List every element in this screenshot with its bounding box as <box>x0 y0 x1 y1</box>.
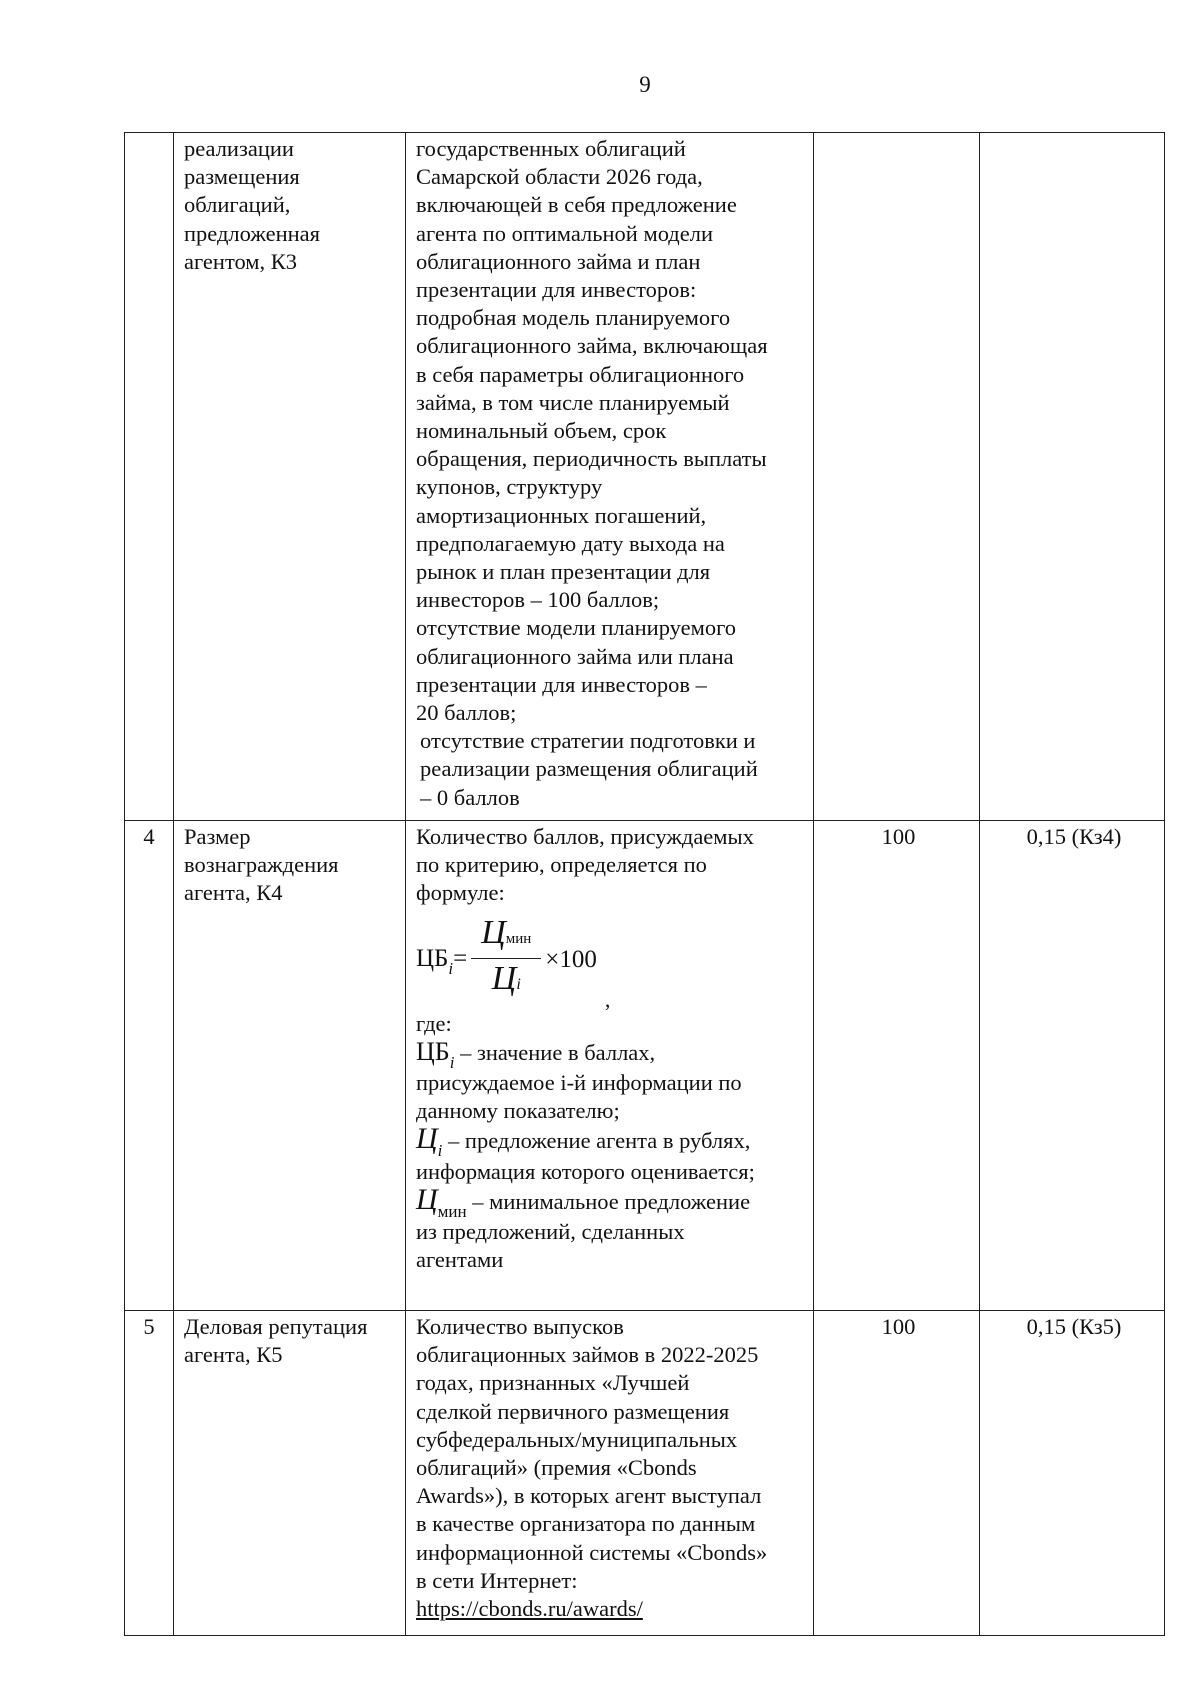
criterion-line: размещения <box>184 164 300 190</box>
denominator-subscript: i <box>516 976 521 994</box>
weight-cell: 0,15 (Кз4) <box>980 821 1165 1311</box>
description-line: займа, в том числе планируемый <box>416 389 730 415</box>
max-score-cell <box>814 133 980 821</box>
formula-lhs-symbol: ЦБ <box>416 944 449 972</box>
description-line: в сети Интернет: <box>416 1567 578 1593</box>
page-number: 9 <box>639 72 651 97</box>
definition-text: присуждаемое i-й информации по <box>416 1070 742 1096</box>
table-row <box>125 821 1165 1311</box>
description-line: обращения, периодичность выплаты <box>416 446 767 472</box>
definition-subscript: i <box>437 1141 443 1161</box>
description-line: Количество баллов, присуждаемых <box>416 824 754 849</box>
definition-subscript: мин <box>437 1201 467 1221</box>
description-line: реализации размещения облигаций <box>420 756 758 782</box>
description-line: включающей в себя предложение <box>416 192 737 218</box>
formula-trailing-comma: , <box>604 986 611 1012</box>
description-line: рынок и план презентации для <box>416 559 711 585</box>
formula-times: × <box>545 945 560 973</box>
row-number-cell <box>125 133 174 821</box>
criterion-line: агентом, К3 <box>184 248 298 274</box>
description-line: – 0 баллов <box>420 784 520 810</box>
criteria-table <box>124 132 1165 1636</box>
description-line: сделкой первичного размещения <box>416 1398 730 1424</box>
description-line: Самарской области 2026 года, <box>416 164 703 190</box>
description-line: Awards»), в которых агент выступал <box>416 1483 762 1509</box>
table-row <box>125 1311 1165 1636</box>
numerator-symbol: Ц <box>481 913 506 951</box>
definition-text: – значение в баллах, <box>454 1039 656 1065</box>
weight-cell <box>980 133 1165 821</box>
definition-item <box>416 1122 807 1185</box>
description-line: предполагаемую дату выхода на <box>416 530 725 556</box>
definition-item <box>416 1182 807 1275</box>
formula-fraction <box>471 914 541 1006</box>
description-line: субфедеральных/муниципальных <box>416 1426 738 1452</box>
description-line: формуле: <box>416 880 505 906</box>
table-row <box>125 133 1165 821</box>
description-line: инвесторов – 100 баллов; <box>416 587 660 613</box>
criterion-cell <box>174 821 406 1311</box>
description-line: Количество выпусков <box>416 1314 624 1339</box>
definition-symbol-glyph: Ц <box>416 1182 438 1216</box>
description-line: информационной системы «Cbonds» <box>416 1539 768 1565</box>
criterion-line: Размер <box>184 824 251 849</box>
description-cell <box>406 821 814 1311</box>
formula-lhs <box>416 944 468 978</box>
definition-text: – предложение агента в рублях, <box>442 1128 751 1154</box>
definition-text: из предложений, сделанных <box>416 1219 685 1245</box>
cbonds-awards-link[interactable]: https://cbonds.ru/awards/ <box>416 1596 643 1622</box>
max-score-cell: 100 <box>814 1311 980 1636</box>
where-label: где: <box>416 1010 452 1036</box>
description-line: агента по оптимальной модели <box>416 220 714 246</box>
denominator-symbol: Ц <box>491 960 517 998</box>
definition-text: агентами <box>416 1247 504 1273</box>
formula-denominator <box>492 959 521 1005</box>
definition-text: информация которого оценивается; <box>416 1158 755 1184</box>
description-line: амортизационных погашений, <box>416 502 707 528</box>
definition-text: – минимальное предложение <box>466 1188 751 1214</box>
description-line: облигационного займа, включающая <box>416 333 768 359</box>
definition-item <box>416 1038 807 1126</box>
criterion-line: облигаций, <box>184 192 291 218</box>
criterion-line: агента, К4 <box>184 880 283 906</box>
description-line: по критерию, определяется по <box>416 852 707 878</box>
formula-equals: = <box>453 944 468 972</box>
description-line: купонов, структуру <box>416 474 603 500</box>
criterion-line: агента, К5 <box>184 1342 283 1368</box>
description-cell <box>406 1311 814 1636</box>
definition-symbol: ЦБ <box>416 1036 450 1066</box>
description-line: презентации для инвесторов: <box>416 277 697 303</box>
description-line: отсутствие стратегии подготовки и <box>420 728 756 754</box>
definition-text: данному показателю; <box>416 1098 620 1124</box>
weight-cell: 0,15 (Кз5) <box>980 1311 1165 1636</box>
description-cell <box>406 133 814 821</box>
criterion-line: вознаграждения <box>184 852 339 878</box>
criterion-line: реализации <box>184 136 294 161</box>
formula-lhs-subscript: i <box>448 958 454 978</box>
row-number-cell: 5 <box>125 1311 174 1636</box>
criterion-line: предложенная <box>184 220 320 246</box>
criterion-cell <box>174 133 406 821</box>
description-line: облигаций» (премия «Cbonds <box>416 1455 697 1481</box>
max-score-cell: 100 <box>814 821 980 1311</box>
definition-symbol-glyph: Ц <box>416 1122 438 1156</box>
description-line: облигационных займов в 2022-2025 <box>416 1342 759 1368</box>
description-line: в себя параметры облигационного <box>416 361 745 387</box>
formula-numerator <box>481 914 531 958</box>
criterion-cell <box>174 1311 406 1636</box>
description-line: номинальный объем, срок <box>416 418 667 444</box>
description-line: годах, признанных «Лучшей <box>416 1370 690 1396</box>
description-line: подробная модель планируемого <box>416 305 731 331</box>
criterion-line: Деловая репутация <box>184 1314 368 1339</box>
score-formula <box>416 910 807 1010</box>
description-line: облигационного займа или плана <box>416 643 734 669</box>
description-line: государственных облигаций <box>416 136 686 161</box>
definition-symbol <box>416 1182 438 1216</box>
description-line: 20 баллов; <box>416 700 517 726</box>
numerator-subscript: мин <box>505 930 532 947</box>
description-line: облигационного займа и план <box>416 248 701 274</box>
formula-multiplier: 100 <box>559 945 597 973</box>
description-line: в качестве организатора по данным <box>416 1511 756 1537</box>
row-number-cell: 4 <box>125 821 174 1311</box>
description-line: презентации для инвесторов – <box>416 671 707 697</box>
definition-symbol <box>416 1122 438 1156</box>
description-line: отсутствие модели планируемого <box>416 615 737 641</box>
definition-subscript: i <box>449 1052 455 1072</box>
